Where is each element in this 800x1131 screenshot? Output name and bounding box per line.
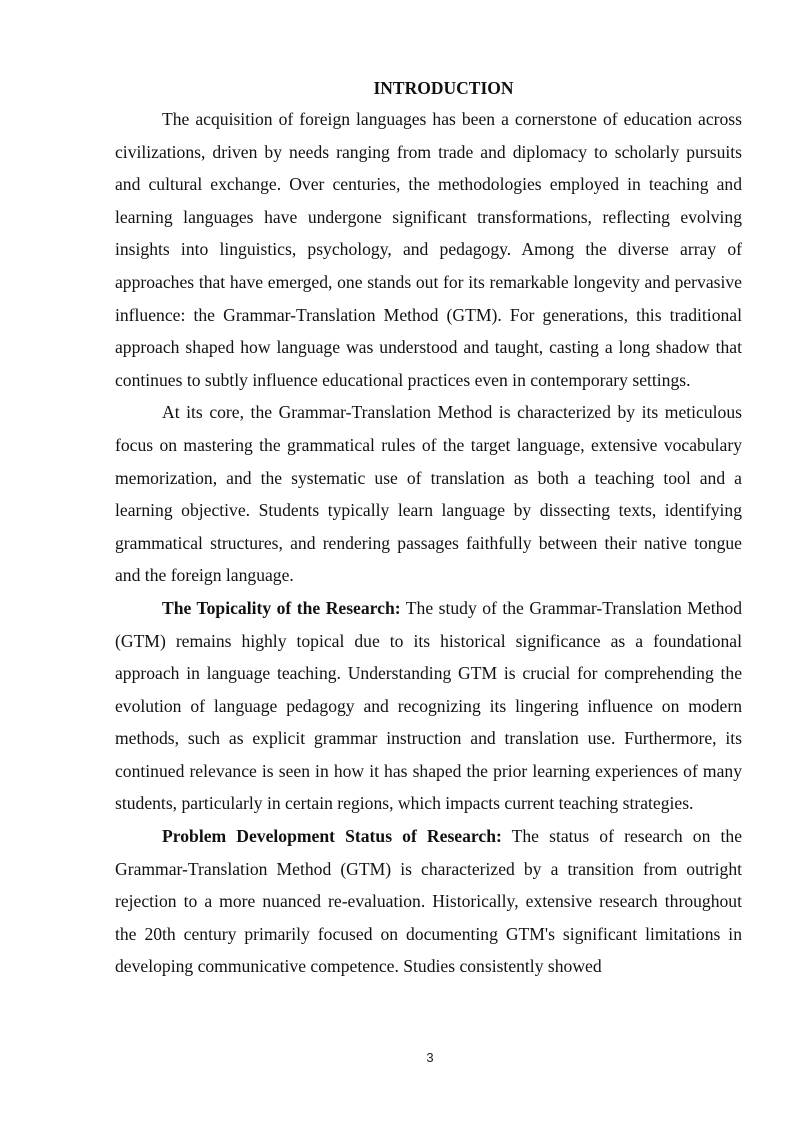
paragraph-text: The status of research on the Grammar-Translation Method (GTM) is characterized by a transition from outright rejection to a more nuanced re-evaluation. Historically, extensive research throughout the 20th century primarily focused on documenting GTM's significant limitations in developing communicative competence. Studies consistently showed xyxy=(115,826,742,977)
paragraph-problem-status xyxy=(115,820,742,983)
paragraph-core xyxy=(115,396,742,592)
paragraph-topicality xyxy=(115,592,742,820)
paragraph-text: The study of the Grammar-Translation Method (GTM) remains highly topical due to its historical significance as a foundational approach in language teaching. Understanding GTM is crucial for comprehending the evolution of language pedagogy and recognizing its lingering influence on modern methods, such as explicit grammar instruction and translation use. Furthermore, its continued relevance is seen in how it has shaped the prior learning experiences of many students, particularly in certain regions, which impacts current teaching strategies. xyxy=(115,597,742,814)
section-title: INTRODUCTION xyxy=(373,78,514,98)
paragraph-intro xyxy=(115,103,742,396)
paragraph-text: At its core, the Grammar-Translation Method is characterized by its meticulous focus on mastering the grammatical rules of the target language, extensive vocabulary memorization, and the systematic use of translation as both a teaching tool and a learning objective. Students typically learn language by dissecting texts, identifying grammatical structures, and rendering passages faithfully between their native tongue and the foreign language. xyxy=(115,402,742,586)
page-number: 3 xyxy=(426,1050,434,1065)
paragraph-lead-topicality: The Topicality of the Research: xyxy=(162,597,401,618)
paragraph-lead-problem-status: Problem Development Status of Research: xyxy=(162,826,502,847)
paragraph-text: The acquisition of foreign languages has been a cornerstone of education across civilizations, driven by needs ranging from trade and diplomacy to scholarly pursuits and cultural exchange. Over centuries, the methodologies employed in teaching and learning languages have undergone significant transformations, reflecting evolving insights into linguistics, psychology, and pedagogy. Among the diverse array of approaches that have emerged, one stands out for its remarkable longevity and pervasive influence: the Grammar-Translation Method (GTM). For generations, this traditional approach shaped how language was understood and taught, casting a long shadow that continues to subtly influence educational practices even in contemporary settings. xyxy=(115,109,742,390)
document-page xyxy=(115,77,742,983)
